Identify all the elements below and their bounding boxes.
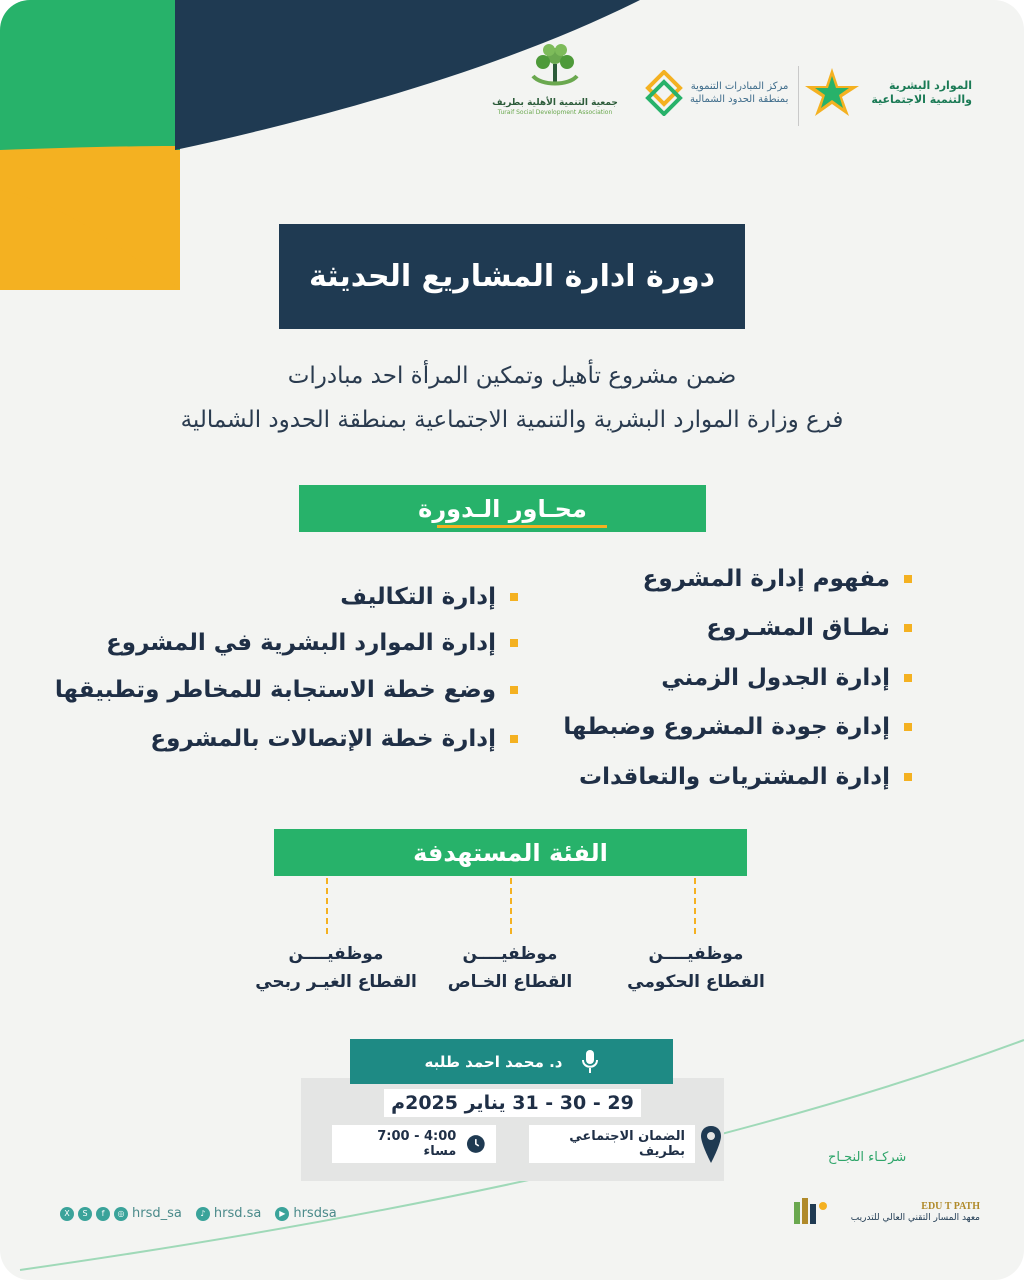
- social-handle-3: hrsdsa: [293, 1206, 337, 1221]
- topic-label: إدارة المشتريات والتعاقدات: [579, 764, 890, 790]
- audience-nonprofit: [246, 940, 426, 996]
- ministry-logo: [801, 66, 972, 120]
- audience-line2: القطاع الحكومي: [627, 972, 765, 992]
- target-heading: الفئة المستهدفة: [413, 838, 608, 867]
- audience-line2: القطاع الخـاص: [447, 972, 573, 992]
- partners-label: شركـاء النجـاح: [828, 1150, 907, 1165]
- topic-item: [340, 584, 518, 610]
- axes-heading-underline: [437, 525, 607, 528]
- ministry-name-line2: والتنمية الاجتماعية: [871, 93, 972, 106]
- partner-name-en: EDU T PATH: [921, 1200, 980, 1212]
- topic-label: نطـاق المشـروع: [706, 615, 890, 641]
- event-time: 4:00 - 7:00 مساء: [377, 1129, 457, 1159]
- event-location: الضمان الاجتماعي بطريف: [569, 1129, 685, 1159]
- association-logo: [490, 42, 620, 117]
- course-title: دورة ادارة المشاريع الحديثة: [309, 259, 715, 294]
- topic-item: [55, 677, 518, 703]
- audience-private: [420, 940, 600, 996]
- topic-item: [643, 566, 912, 592]
- bullet-icon: [904, 674, 912, 682]
- bullet-icon: [904, 773, 912, 781]
- connector-line: [326, 878, 328, 934]
- bullet-icon: [510, 639, 518, 647]
- logo-separator: [798, 66, 799, 126]
- audience-line1: موظفيــــن: [648, 944, 744, 964]
- social-group-3[interactable]: [275, 1206, 336, 1221]
- center-name-line2: بمنطقة الحدود الشمالية: [690, 94, 789, 105]
- audience-government: [606, 940, 786, 996]
- connector-line: [510, 878, 512, 934]
- social-handle-1: hrsd_sa: [132, 1206, 182, 1221]
- social-group-2[interactable]: [196, 1206, 261, 1221]
- connector-line: [694, 878, 696, 934]
- event-date-box: [384, 1089, 641, 1117]
- ministry-star-icon: [801, 66, 863, 120]
- social-group-1[interactable]: [60, 1206, 182, 1221]
- facebook-icon: f: [96, 1207, 110, 1221]
- logos-row: [0, 40, 1024, 130]
- x-icon: X: [60, 1207, 74, 1221]
- youtube-icon: ▶: [275, 1207, 289, 1221]
- ministry-name-line1: الموارد البشرية: [889, 79, 972, 92]
- audience-line1: موظفيــــن: [462, 944, 558, 964]
- bullet-icon: [904, 575, 912, 583]
- snapchat-icon: S: [78, 1207, 92, 1221]
- audience-line2: القطاع الغيـر ربحي: [255, 972, 417, 992]
- speaker-bar: [350, 1039, 673, 1084]
- location-pin-icon: [700, 1125, 722, 1165]
- association-name-ar: جمعية التنمية الأهلية بطريف: [492, 98, 618, 108]
- ministry-name: [871, 79, 972, 107]
- topic-label: وضع خطة الاستجابة للمخاطر وتطبيقها: [54, 677, 496, 703]
- microphone-icon: [581, 1049, 599, 1075]
- topic-item: [150, 726, 518, 752]
- bullet-icon: [510, 735, 518, 743]
- bullet-icon: [510, 593, 518, 601]
- partner-logo: [790, 1178, 980, 1246]
- social-handle-2: hrsd.sa: [213, 1206, 262, 1221]
- bullet-icon: [904, 723, 912, 731]
- center-logo: [644, 70, 788, 116]
- event-date: 29 - 30 - 31 يناير 2025م: [391, 1092, 634, 1114]
- partner-text: [834, 1201, 980, 1224]
- topic-item: [563, 714, 912, 740]
- bullet-icon: [510, 686, 518, 694]
- topic-item: [579, 764, 912, 790]
- course-title-box: [279, 224, 745, 329]
- topic-item: [661, 665, 912, 691]
- topic-label: إدارة جودة المشروع وضبطها: [563, 714, 890, 740]
- book-logo-icon: [790, 1194, 830, 1230]
- social-links: [60, 1206, 337, 1221]
- center-name: [690, 80, 788, 106]
- center-name-line1: مركز المبادرات التنموية: [690, 81, 789, 92]
- axes-heading: محـاور الـدورة: [418, 494, 587, 523]
- topic-label: إدارة التكاليف: [340, 584, 496, 610]
- center-diamond-icon: [644, 70, 684, 116]
- topic-item: [106, 630, 518, 656]
- topic-label: مفهوم إدارة المشروع: [642, 566, 890, 592]
- tree-icon: [525, 42, 585, 94]
- intro-line-1: ضمن مشروع تأهيل وتمكين المرأة احد مبادرات: [287, 363, 737, 389]
- event-location-pill: [529, 1125, 695, 1163]
- partner-name-ar: معهد المسار التقني العالي للتدريب: [850, 1212, 980, 1223]
- topic-item: [706, 615, 912, 641]
- audience-line1: موظفيــــن: [288, 944, 384, 964]
- bullet-icon: [904, 624, 912, 632]
- topic-label: إدارة خطة الإتصالات بالمشروع: [150, 726, 496, 752]
- clock-icon: [466, 1134, 486, 1154]
- topic-label: إدارة الجدول الزمني: [661, 665, 890, 691]
- association-name-en: Turaif Social Development Association: [497, 109, 613, 116]
- instagram-icon: ◎: [114, 1207, 128, 1221]
- tiktok-icon: ♪: [196, 1207, 210, 1221]
- target-heading-bar: [274, 829, 747, 876]
- topic-label: إدارة الموارد البشرية في المشروع: [106, 630, 496, 656]
- speaker-name: د. محمد احمد طلبه: [424, 1052, 563, 1071]
- event-time-pill: [332, 1125, 496, 1163]
- intro-line-2: فرع وزارة الموارد البشرية والتنمية الاجتماعية بمنطقة الحدود الشمالية: [180, 407, 844, 433]
